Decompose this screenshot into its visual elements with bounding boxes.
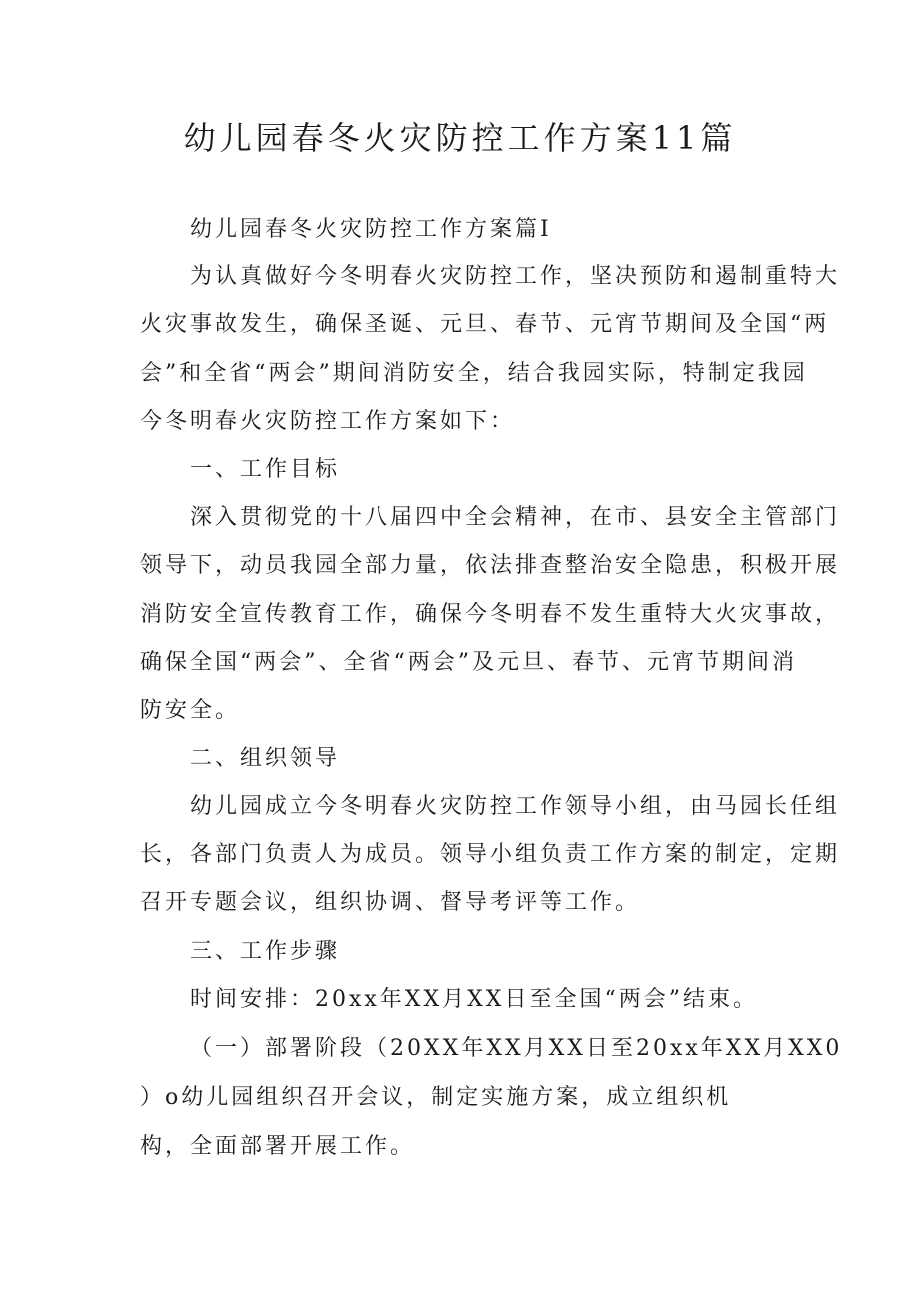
paragraph-line: 今冬明春火灾防控工作方案如下： — [140, 409, 516, 434]
paragraph-line: 长，各部门负责人为成员。领导小组负责工作方案的制定，定期 — [140, 842, 841, 867]
paragraph-line: ）o幼儿园组织召开会议，制定实施方案，成立组织机 — [140, 1085, 732, 1110]
paragraph-line: 时间安排：20xx年XX月XX日至全国“两会”结束。 — [190, 987, 758, 1012]
paragraph-line: 为认真做好今冬明春火灾防控工作，坚决预防和遏制重特大 — [190, 264, 841, 289]
paragraph-line: 火灾事故发生，确保圣诞、元旦、春节、元宵节期间及全国“两 — [140, 312, 830, 337]
paragraph-line: 构，全面部署开展工作。 — [140, 1134, 416, 1159]
paragraph-line: 消防安全宣传教育工作，确保今冬明春不发生重特大火灾事故， — [140, 602, 841, 627]
paragraph-line: 确保全国“两会”、全省“两会”及元旦、春节、元宵节期间消 — [140, 650, 797, 675]
section-heading: 一、工作目标 — [190, 457, 341, 482]
section-heading: 二、组织领导 — [190, 746, 341, 771]
section-heading: 三、工作步骤 — [190, 939, 341, 964]
paragraph-line: 会”和全省“两会”期间消防安全，结合我园实际，特制定我园 — [140, 361, 808, 386]
section-heading: 幼儿园春冬火灾防控工作方案篇I — [190, 217, 552, 242]
paragraph-line: 领导下，动员我园全部力量，依法排查整治安全隐患，积极开展 — [140, 553, 841, 578]
paragraph-line: 召开专题会议，组织协调、督导考评等工作。 — [140, 890, 641, 915]
paragraph-line: 防安全。 — [140, 698, 241, 723]
paragraph-line: （一）部署阶段（20XX年XX月XX日至20xx年XX月XX0 — [190, 1036, 843, 1061]
paragraph-line: 幼儿园成立今冬明春火灾防控工作领导小组，由马园长任组 — [190, 794, 841, 819]
paragraph-line: 深入贯彻党的十八届四中全会精神，在市、县安全主管部门 — [190, 505, 841, 530]
document-title: 幼儿园春冬火灾防控工作方案11篇 — [183, 119, 737, 157]
